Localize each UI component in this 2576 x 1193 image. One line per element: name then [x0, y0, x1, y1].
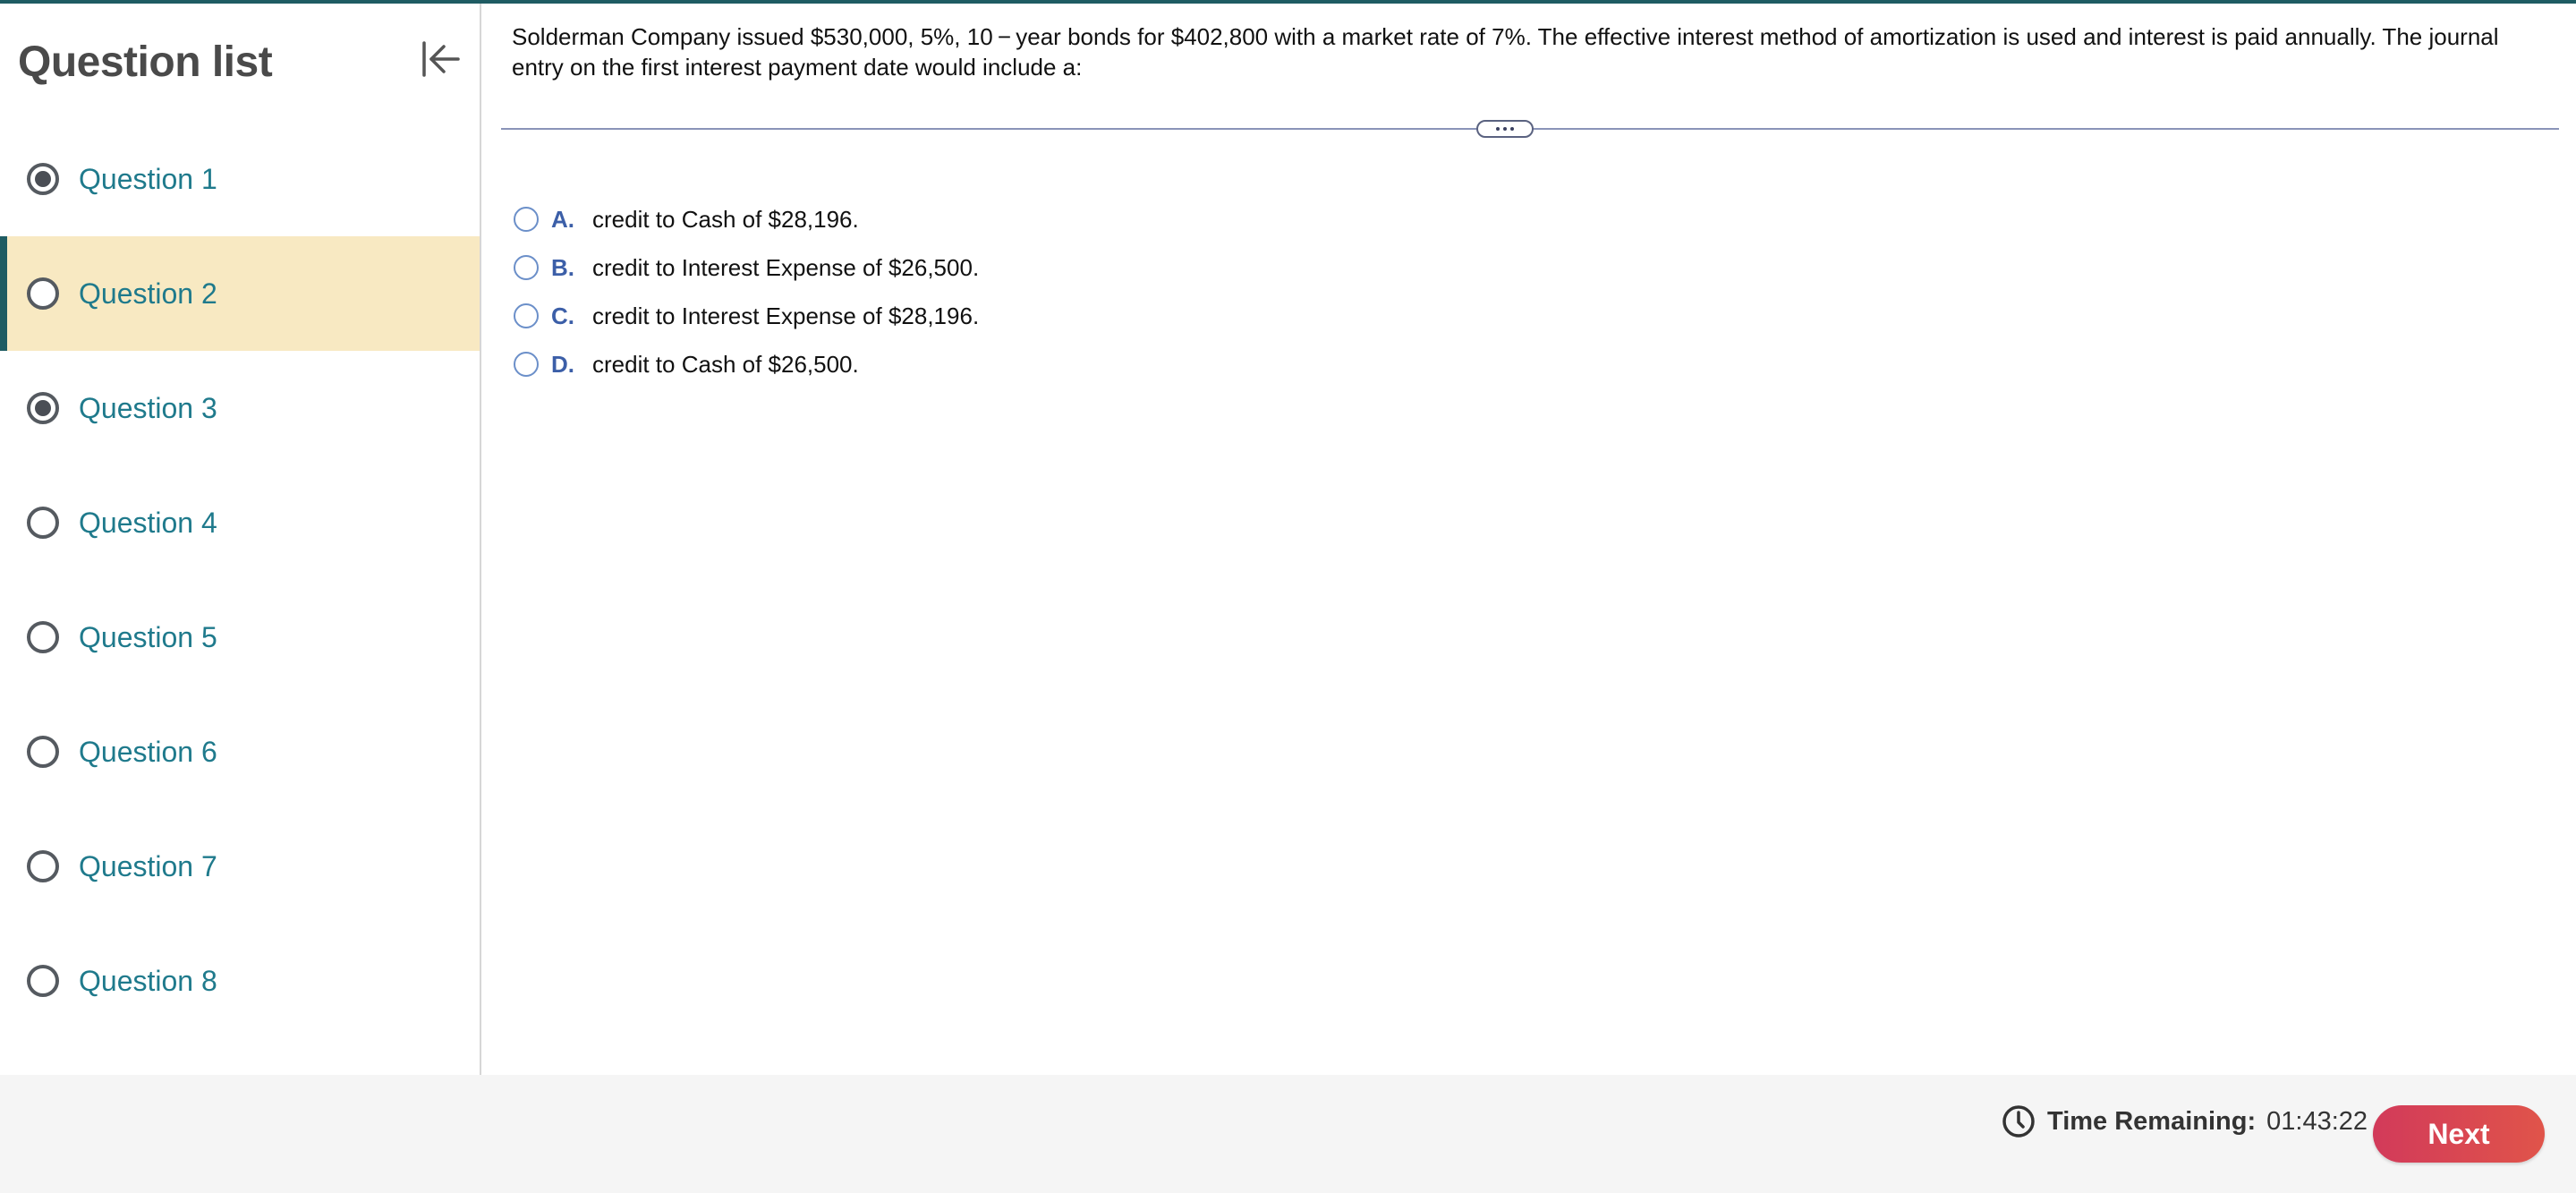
unanswered-radio-icon — [27, 621, 59, 653]
question-item-label: Question 1 — [79, 162, 217, 195]
option-radio-button[interactable] — [514, 352, 539, 377]
option-letter: B. — [551, 253, 574, 281]
option-radio-button[interactable] — [514, 255, 539, 280]
next-button[interactable]: Next — [2373, 1105, 2545, 1163]
timer-value: 01:43:22 — [2266, 1106, 2368, 1136]
question-item-label: Question 8 — [79, 964, 217, 997]
question-item-7[interactable] — [0, 809, 480, 924]
question-item-4[interactable] — [0, 465, 480, 580]
time-remaining — [2001, 1102, 2368, 1141]
clock-icon — [2001, 1104, 2036, 1139]
question-item-5[interactable] — [0, 580, 480, 694]
option-radio-button[interactable] — [514, 303, 539, 328]
question-item-6[interactable] — [0, 694, 480, 809]
question-list — [0, 122, 480, 1038]
resize-handle[interactable] — [1476, 120, 1534, 138]
question-item-label: Question 3 — [79, 391, 217, 424]
option-text: credit to Cash of $26,500. — [592, 350, 859, 378]
option-letter: C. — [551, 302, 574, 329]
sidebar-header — [0, 4, 480, 122]
question-item-1[interactable] — [0, 122, 480, 236]
collapse-left-icon — [419, 38, 462, 81]
question-item-label: Question 5 — [79, 620, 217, 653]
option-letter: D. — [551, 350, 574, 378]
unanswered-radio-icon — [27, 965, 59, 997]
answer-option-a[interactable] — [514, 195, 979, 243]
option-letter: A. — [551, 205, 574, 233]
dot-icon — [1503, 127, 1507, 131]
timer-label: Time Remaining: — [2047, 1106, 2257, 1136]
question-item-label: Question 2 — [79, 277, 217, 310]
answered-radio-icon — [27, 163, 59, 195]
sidebar-title: Question list — [18, 38, 273, 86]
unanswered-radio-icon — [27, 850, 59, 882]
question-item-3[interactable] — [0, 351, 480, 465]
answer-option-c[interactable] — [514, 292, 979, 340]
question-item-2[interactable] — [0, 236, 480, 351]
question-item-label: Question 4 — [79, 506, 217, 539]
dot-icon — [1510, 127, 1514, 131]
answer-options — [514, 195, 979, 388]
unanswered-radio-icon — [27, 277, 59, 310]
question-item-8[interactable] — [0, 924, 480, 1038]
answer-option-b[interactable] — [514, 243, 979, 292]
footer-bar — [0, 1075, 2576, 1193]
answered-radio-icon — [27, 392, 59, 424]
question-list-sidebar — [0, 4, 481, 1075]
collapse-sidebar-button[interactable] — [415, 34, 465, 84]
option-radio-button[interactable] — [514, 207, 539, 232]
option-text: credit to Interest Expense of $28,196. — [592, 302, 980, 329]
answer-option-d[interactable] — [514, 340, 979, 388]
unanswered-radio-icon — [27, 507, 59, 539]
question-item-label: Question 7 — [79, 849, 217, 882]
option-text: credit to Cash of $28,196. — [592, 205, 859, 233]
question-panel — [483, 4, 2576, 1075]
dot-icon — [1496, 127, 1500, 131]
question-text: Solderman Company issued $530,000, 5%, 10 − year bonds for $402,800 with a market rate of 7%. The effective interest method of amortization is used and interest is paid annually. The journal entry on the first interest payment date would include a: — [512, 23, 2499, 81]
option-text: credit to Interest Expense of $26,500. — [592, 253, 980, 281]
question-item-label: Question 6 — [79, 735, 217, 768]
unanswered-radio-icon — [27, 736, 59, 768]
